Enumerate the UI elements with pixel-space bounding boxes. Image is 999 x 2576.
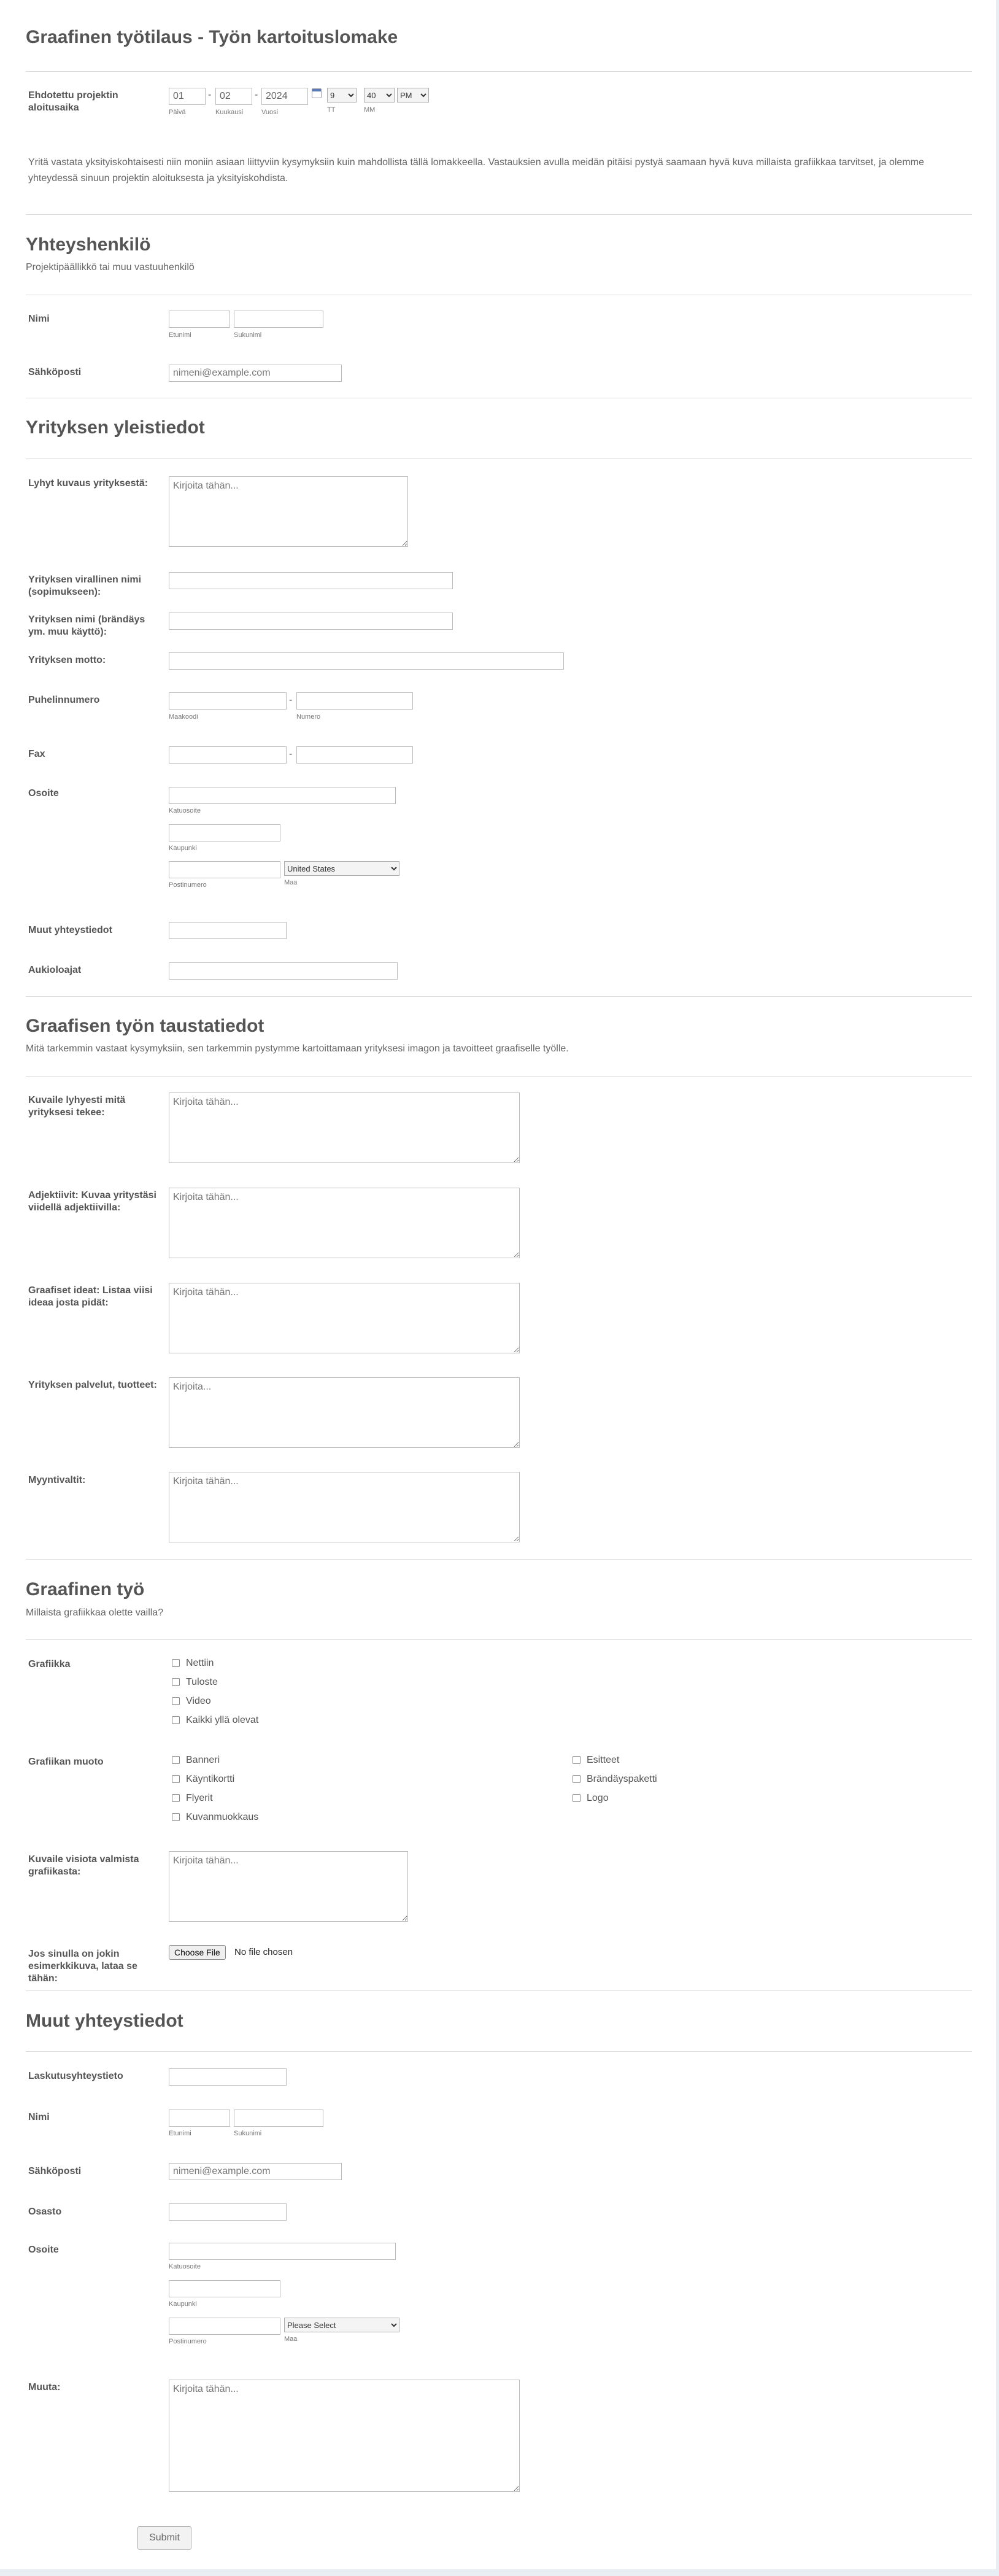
- checkbox[interactable]: [573, 1756, 580, 1764]
- submit-button[interactable]: Submit: [137, 2526, 191, 2550]
- other-contact-input[interactable]: [169, 922, 287, 939]
- option-label: Flyerit: [186, 1793, 213, 1803]
- official-name-input[interactable]: [169, 572, 453, 589]
- brand-name-label: Yrityksen nimi (brändäys ym. muu käyttö):: [28, 614, 145, 637]
- brand-name-input[interactable]: [169, 613, 453, 630]
- checkbox-option[interactable]: [573, 1754, 619, 1767]
- upload-label: Jos sinulla on jokin esimerkkikuva, lataa se tähän:: [28, 1949, 137, 1984]
- contact-first-name-input[interactable]: [169, 311, 230, 328]
- checkbox-option[interactable]: [172, 1695, 211, 1708]
- option-label: Esitteet: [587, 1755, 620, 1765]
- q5-textarea[interactable]: [169, 1472, 520, 1542]
- company-section-title: Yrityksen yleistiedot: [26, 417, 205, 438]
- other-zip-input[interactable]: [169, 2318, 280, 2335]
- year-sublabel: Vuosi: [261, 109, 279, 116]
- checkbox[interactable]: [573, 1775, 580, 1783]
- start-year-input[interactable]: [261, 88, 308, 105]
- start-month-input[interactable]: [215, 88, 252, 105]
- other-section-title: Muut yhteystiedot: [26, 2011, 183, 2031]
- last-name-sublabel: Sukunimi: [234, 331, 262, 339]
- checkbox-option[interactable]: [573, 1792, 609, 1805]
- misc-label: Muuta:: [28, 2382, 61, 2392]
- phone-number-input[interactable]: [296, 692, 413, 710]
- official-name-label: Yrityksen virallinen nimi (sopimukseen):: [28, 574, 142, 597]
- department-input[interactable]: [169, 2203, 287, 2221]
- city-sublabel: Kaupunki: [169, 2300, 197, 2308]
- company-desc-textarea[interactable]: [169, 476, 408, 547]
- q5-label: Myyntivaltit:: [28, 1475, 86, 1485]
- fax-label: Fax: [28, 749, 45, 759]
- other-country-select[interactable]: [284, 2318, 399, 2332]
- billing-input[interactable]: [169, 2068, 287, 2086]
- checkbox[interactable]: [172, 1697, 180, 1705]
- street-sublabel: Katuosoite: [169, 2263, 201, 2270]
- country-sublabel: Maa: [284, 2335, 298, 2343]
- street-sublabel: Katuosoite: [169, 807, 201, 814]
- month-sublabel: Kuukausi: [215, 109, 244, 116]
- phone-separator: -: [289, 695, 293, 705]
- city-input[interactable]: [169, 824, 280, 841]
- zip-sublabel: Postinumero: [169, 881, 207, 889]
- fax-number-input[interactable]: [296, 746, 413, 764]
- checkbox[interactable]: [172, 1756, 180, 1764]
- start-day-input[interactable]: [169, 88, 206, 105]
- opening-hours-input[interactable]: [169, 962, 398, 980]
- motto-input[interactable]: [169, 652, 564, 670]
- divider: [26, 1990, 972, 1991]
- other-address-label: Osoite: [28, 2245, 59, 2255]
- last-name-sublabel: Sukunimi: [234, 2130, 262, 2137]
- vision-label: Kuvaile visiota valmista grafiikasta:: [28, 1854, 139, 1877]
- hour-sublabel: TT: [327, 106, 336, 114]
- divider: [26, 1559, 972, 1560]
- contact-email-label: Sähköposti: [28, 367, 82, 377]
- day-sublabel: Päivä: [169, 109, 186, 116]
- calendar-icon[interactable]: [312, 88, 322, 98]
- graphic-section-title: Graafinen työ: [26, 1579, 145, 1599]
- option-label: Kaikki yllä olevat: [186, 1715, 259, 1725]
- start-ampm-select[interactable]: [397, 88, 429, 102]
- contact-last-name-input[interactable]: [234, 311, 323, 328]
- city-sublabel: Kaupunki: [169, 845, 197, 852]
- vision-textarea[interactable]: [169, 1851, 408, 1922]
- opening-hours-label: Aukioloajat: [28, 965, 82, 975]
- other-city-input[interactable]: [169, 2280, 280, 2297]
- checkbox-option[interactable]: [172, 1792, 213, 1805]
- country-select[interactable]: [284, 861, 399, 876]
- intro-text: Yritä vastata yksityiskohtaisesti niin moniin asiaan liittyviin kysymyksiin kuin mahdollista tällä lomakkeella. Vastauksien avulla meidän pitäisi pystyä saamaan hyvä kuva millaista grafiikkaa tarvitset, ja olemme yhteydessä sinuun projektin aloituksesta ja yksityiskohdista.: [28, 157, 924, 184]
- other-contact-label: Muut yhteystiedot: [28, 925, 112, 935]
- phone-label: Puhelinnumero: [28, 695, 100, 705]
- graphic-section-subtitle: Millaista grafiikkaa olette vailla?: [26, 1607, 164, 1618]
- divider: [26, 1639, 972, 1640]
- q4-textarea[interactable]: [169, 1377, 520, 1448]
- other-name-label: Nimi: [28, 2112, 50, 2122]
- checkbox-option[interactable]: [172, 1657, 214, 1670]
- country-sublabel: Maa: [284, 879, 298, 886]
- background-section-subtitle: Mitä tarkemmin vastaat kysymyksiin, sen tarkemmin pystymme kartoittamaan yrityksesi imagon ja tavoitteet graafiselle työlle.: [26, 1043, 569, 1054]
- divider: [26, 996, 972, 997]
- checkbox-option[interactable]: [573, 1773, 657, 1786]
- q2-label: Adjektiivit: Kuvaa yritystäsi viidellä adjektiivilla:: [28, 1190, 156, 1213]
- contact-section-title: Yhteyshenkilö: [26, 234, 151, 255]
- option-label: Käyntikortti: [186, 1774, 235, 1784]
- divider: [26, 1076, 972, 1077]
- start-hour-select[interactable]: [327, 88, 357, 102]
- file-status: No file chosen: [234, 1947, 293, 1957]
- q2-textarea[interactable]: [169, 1188, 520, 1258]
- contact-name-label: Nimi: [28, 314, 50, 324]
- fax-area-code-input[interactable]: [169, 746, 287, 764]
- option-label: Kuvanmuokkaus: [186, 1812, 259, 1822]
- checkbox[interactable]: [172, 1678, 180, 1686]
- first-name-sublabel: Etunimi: [169, 331, 191, 339]
- department-label: Osasto: [28, 2207, 62, 2217]
- area-code-sublabel: Maakoodi: [169, 713, 198, 721]
- zip-input[interactable]: [169, 861, 280, 878]
- misc-textarea[interactable]: [169, 2380, 520, 2492]
- other-first-name-input[interactable]: [169, 2110, 230, 2127]
- checkbox[interactable]: [172, 1716, 180, 1724]
- other-email-label: Sähköposti: [28, 2166, 82, 2176]
- form-title: Graafinen työtilaus - Työn kartoituslomake: [26, 27, 398, 47]
- q1-textarea[interactable]: [169, 1093, 520, 1163]
- checkbox[interactable]: [172, 1794, 180, 1802]
- checkbox-option[interactable]: [172, 1773, 234, 1786]
- start-date-label: Ehdotettu projektin aloitusaika: [28, 90, 118, 113]
- checkbox-option[interactable]: [172, 1754, 220, 1767]
- first-name-sublabel: Etunimi: [169, 2130, 191, 2137]
- q4-label: Yrityksen palvelut, tuotteet:: [28, 1380, 157, 1390]
- checkbox-option[interactable]: [172, 1714, 258, 1727]
- q3-textarea[interactable]: [169, 1283, 520, 1353]
- street-input[interactable]: [169, 787, 396, 804]
- option-label: Logo: [587, 1793, 609, 1803]
- divider: [26, 71, 972, 72]
- option-label: Nettiin: [186, 1658, 214, 1668]
- number-sublabel: Numero: [296, 713, 321, 721]
- grafiikka-label: Grafiikka: [28, 1659, 71, 1669]
- phone-area-code-input[interactable]: [169, 692, 287, 710]
- divider: [26, 214, 972, 215]
- option-label: Banneri: [186, 1755, 220, 1765]
- divider: [26, 458, 972, 459]
- start-minute-select[interactable]: [364, 88, 395, 102]
- checkbox[interactable]: [172, 1659, 180, 1667]
- zip-sublabel: Postinumero: [169, 2338, 207, 2345]
- checkbox[interactable]: [172, 1813, 180, 1821]
- divider: [26, 2051, 972, 2052]
- other-street-input[interactable]: [169, 2243, 396, 2260]
- other-last-name-input[interactable]: [234, 2110, 323, 2127]
- minute-sublabel: MM: [364, 106, 376, 114]
- option-label: Tuloste: [186, 1677, 218, 1687]
- motto-label: Yrityksen motto:: [28, 655, 106, 665]
- option-label: Brändäyspaketti: [587, 1774, 657, 1784]
- checkbox-option[interactable]: [172, 1811, 258, 1824]
- checkbox-option[interactable]: [172, 1676, 218, 1689]
- company-desc-label: Lyhyt kuvaus yrityksestä:: [28, 478, 148, 489]
- contact-section-subtitle: Projektipäällikkö tai muu vastuuhenkilö: [26, 262, 195, 273]
- contact-email-input[interactable]: [169, 365, 342, 382]
- q1-label: Kuvaile lyhyesti mitä yrityksesi tekee:: [28, 1095, 126, 1118]
- fax-separator: -: [289, 749, 293, 759]
- graphic-form-label: Grafiikan muoto: [28, 1757, 104, 1767]
- other-email-input[interactable]: [169, 2163, 342, 2180]
- date-separator: -: [255, 90, 258, 100]
- option-label: Video: [186, 1696, 211, 1706]
- checkbox[interactable]: [573, 1794, 580, 1802]
- address-label: Osoite: [28, 788, 59, 799]
- billing-label: Laskutusyhteystieto: [28, 2071, 123, 2081]
- date-separator: -: [208, 90, 212, 100]
- choose-file-button[interactable]: Choose File: [169, 1945, 226, 1960]
- checkbox[interactable]: [172, 1775, 180, 1783]
- background-section-title: Graafisen työn taustatiedot: [26, 1016, 264, 1036]
- q3-label: Graafiset ideat: Listaa viisi ideaa josta pidät:: [28, 1285, 153, 1308]
